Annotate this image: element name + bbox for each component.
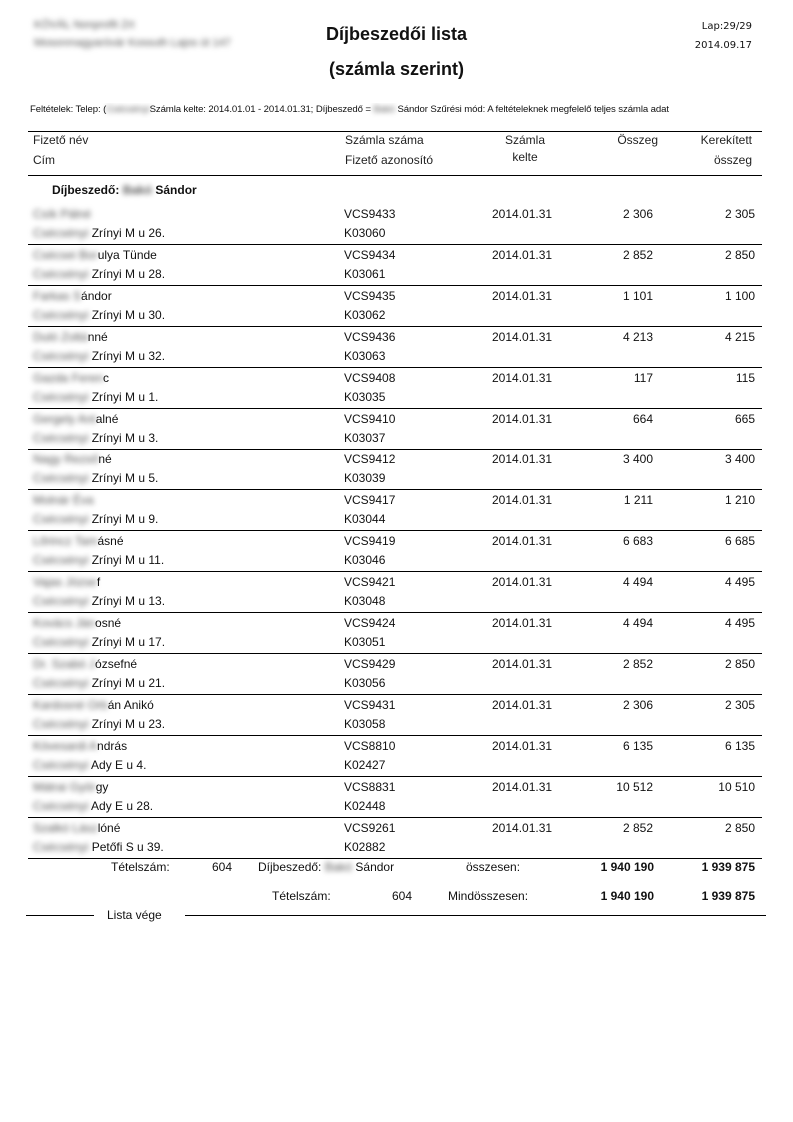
payer-address [33, 635, 165, 649]
invoice-number: VCS9419 [344, 534, 396, 549]
payer-name-visible: ásné [97, 534, 124, 549]
report-title: Díjbeszedői lista [325, 24, 468, 44]
address-redacted: Csécsényi [33, 716, 89, 731]
payer-address [33, 676, 165, 690]
table-row [28, 736, 762, 777]
invoice-number: VCS8831 [344, 779, 396, 794]
address-visible: Zrínyi M u 17. [88, 635, 166, 649]
table-row [28, 204, 762, 245]
payer-id: K03063 [344, 348, 386, 363]
rounded-amount: 1 100 [724, 288, 755, 303]
invoice-date: 2014.01.31 [492, 411, 553, 426]
rounded-amount: 4 215 [724, 329, 755, 344]
address-redacted: Csécsényi [33, 430, 89, 445]
filter-suffix: Sándor Szűrési mód: A feltételeknek megfelelő teljes számla adat [394, 104, 669, 115]
payer-address [33, 717, 165, 731]
payer-name-redacted: Duló Zoltá [33, 329, 88, 344]
address-visible: Ady E u 4. [88, 757, 147, 772]
amount: 2 852 [622, 247, 653, 262]
payer-id: K03039 [344, 471, 386, 486]
invoice-number: VCS9424 [344, 616, 396, 630]
payer-name-visible: ózsefné [95, 656, 138, 671]
address-visible: Zrínyi M u 11. [88, 553, 165, 568]
rounded-amount: 6 135 [724, 738, 755, 753]
address-redacted: Csécsényi [33, 389, 89, 404]
address-visible: Zrínyi M u 1. [88, 389, 159, 404]
payer-name [33, 657, 137, 671]
col-invoice-no: Számla száma [345, 133, 424, 147]
subtotal-count: 604 [211, 860, 232, 874]
payer-name-redacted: Szalkó Lász [33, 820, 98, 835]
payer-name-redacted: Kardosné Orb [33, 697, 108, 712]
table-row [28, 572, 762, 613]
payer-name [33, 371, 109, 385]
amount: 117 [633, 370, 653, 385]
payer-name-redacted: Mátrai Györ [33, 779, 96, 794]
address-visible: Ady E u 28. [88, 798, 154, 813]
invoice-date: 2014.01.31 [492, 697, 553, 712]
payer-id: K03048 [344, 594, 386, 609]
filter-collector: Bakó [373, 104, 395, 115]
address-visible: Zrínyi M u 23. [88, 716, 166, 731]
payer-address [33, 349, 165, 363]
col-rounded-1: Kerekített [700, 133, 752, 147]
payer-name [33, 452, 112, 466]
invoice-date: 2014.01.31 [492, 247, 553, 262]
report-subtitle: (számla szerint) [328, 59, 465, 79]
payer-address [33, 267, 165, 281]
grand-count-label: Tételszám: [272, 889, 331, 903]
filter-conditions [30, 103, 756, 118]
header-bottom-rule [28, 175, 762, 176]
address-redacted: Csécsényi [33, 471, 89, 486]
group-suffix: Sándor [152, 183, 197, 197]
amount: 2 306 [622, 207, 653, 221]
payer-address [33, 512, 158, 526]
table-row [28, 531, 762, 572]
payer-name-visible: alné [95, 411, 119, 426]
rounded-amount: 2 850 [724, 247, 755, 262]
subtotal-sum-label: összesen: [466, 860, 521, 874]
payer-name [33, 698, 154, 712]
end-of-list: Lista vége [107, 908, 162, 922]
payer-name-visible: án Anikó [107, 697, 154, 712]
payer-name [33, 412, 118, 426]
table-row [28, 777, 762, 818]
group-collector-name: Bakó [122, 183, 153, 197]
col-amount: Összeg [617, 133, 658, 147]
payer-id: K03035 [344, 389, 386, 404]
invoice-date: 2014.01.31 [492, 288, 553, 303]
table-row [28, 613, 762, 654]
payer-id: K03061 [344, 266, 386, 281]
address-visible: Zrínyi M u 26. [88, 226, 166, 240]
payer-name [33, 780, 108, 794]
end-rule-right [185, 915, 766, 916]
rounded-amount: 2 850 [724, 656, 755, 671]
address-visible: Zrínyi M u 21. [88, 675, 166, 690]
payer-address [33, 799, 153, 813]
payer-address [33, 431, 158, 445]
address-redacted: Csécsényi [33, 798, 89, 813]
payer-name-visible: osné [95, 616, 122, 630]
payer-address [33, 594, 165, 608]
table-row [28, 327, 762, 368]
payer-id: K02448 [344, 798, 386, 813]
table-row [28, 409, 762, 450]
payer-name-redacted: Csík Pálné [33, 207, 92, 221]
invoice-number: VCS9431 [344, 697, 396, 712]
table-row [28, 245, 762, 286]
invoice-date: 2014.01.31 [492, 207, 553, 221]
payer-name-redacted: Lőrincz Tam [33, 534, 98, 549]
address-visible: Zrínyi M u 5. [88, 471, 159, 486]
col-payer-id: Fizető azonosító [345, 153, 434, 167]
invoice-date: 2014.01.31 [492, 329, 553, 344]
page-number: Lap:29/29 [701, 21, 752, 32]
payer-name-visible: f [96, 575, 101, 590]
rounded-amount: 2 305 [724, 697, 755, 712]
subtotal-collector-prefix: Díjbeszedő: [258, 860, 325, 874]
address-redacted: Csécsényi [33, 348, 89, 363]
rounded-amount: 6 685 [724, 534, 755, 549]
payer-address [33, 553, 164, 567]
invoice-date: 2014.01.31 [492, 452, 553, 467]
invoice-number: VCS9412 [344, 452, 396, 467]
address-visible: Zrínyi M u 28. [88, 266, 166, 281]
group-header [52, 183, 197, 197]
payer-id: K03056 [344, 675, 386, 690]
subtotal-collector-blur: Bakó [324, 860, 353, 874]
address-redacted: Csécsényi [33, 307, 89, 322]
address-redacted: Csécsényi [33, 226, 89, 240]
payer-name [33, 821, 120, 835]
invoice-date: 2014.01.31 [492, 616, 553, 630]
address-redacted: Csécsényi [33, 266, 89, 281]
payer-name-visible: nné [87, 329, 108, 344]
report-date: 2014.09.17 [694, 40, 752, 51]
invoice-number: VCS9436 [344, 329, 396, 344]
table-row [28, 449, 762, 490]
rounded-amount: 665 [734, 411, 755, 426]
amount: 4 213 [622, 329, 653, 344]
invoice-date: 2014.01.31 [492, 370, 553, 385]
payer-id: K03058 [344, 716, 386, 731]
invoice-number: VCS9434 [344, 247, 396, 262]
col-invoice-date-2: kelte [512, 150, 538, 164]
subtotal-collector [258, 860, 394, 874]
payer-name [33, 248, 157, 262]
filter-mid: Számla kelte: 2014.01.01 - 2014.01.31; Díjbeszedő = [149, 104, 374, 115]
address-redacted: Csécsényi [33, 839, 89, 854]
payer-name-redacted: Farkas S [33, 288, 82, 303]
invoice-date: 2014.01.31 [492, 820, 553, 835]
subtotal-rounded: 1 939 875 [701, 860, 755, 874]
payer-id: K02882 [344, 839, 386, 854]
amount: 1 211 [623, 493, 653, 508]
amount: 664 [632, 411, 653, 426]
rounded-amount: 115 [735, 370, 755, 385]
invoice-date: 2014.01.31 [492, 656, 553, 671]
payer-address [33, 308, 165, 322]
address-redacted: Csécsényi [33, 675, 89, 690]
invoice-number: VCS9417 [344, 493, 396, 508]
col-payer-name: Fizető név [33, 133, 89, 147]
col-rounded-2: összeg [713, 153, 752, 167]
payer-name-redacted: Csécsei Bor [33, 247, 98, 262]
rounded-amount: 4 495 [724, 575, 755, 590]
amount: 1 101 [622, 288, 653, 303]
company-name: KÖVÁL Nonprofit Zrt [34, 19, 135, 31]
table-row [28, 818, 762, 859]
payer-name-visible: c [103, 370, 110, 385]
address-visible: Zrínyi M u 3. [88, 430, 159, 445]
payer-name-redacted: Vajas Józse [33, 575, 97, 590]
payer-id: K03044 [344, 512, 386, 527]
address-visible: Zrínyi M u 32. [88, 348, 166, 363]
row-separator [28, 858, 762, 859]
payer-name [33, 616, 121, 630]
address-redacted: Csécsényi [33, 553, 89, 568]
payer-name-visible: ulya Tünde [97, 247, 157, 262]
payer-name-visible: né [98, 452, 112, 467]
address-redacted: Csécsényi [33, 635, 89, 649]
table-row [28, 695, 762, 736]
filter-telep: Csécsényi [106, 104, 150, 115]
col-address: Cím [33, 153, 55, 167]
amount: 4 494 [622, 575, 653, 590]
payer-name-visible: gy [95, 779, 109, 794]
payer-name [33, 575, 100, 589]
amount: 10 512 [616, 779, 653, 794]
payer-address [33, 226, 165, 240]
payer-address [33, 471, 158, 485]
table-row [28, 368, 762, 409]
invoice-number: VCS9435 [344, 288, 396, 303]
rounded-amount: 4 495 [724, 616, 755, 630]
payer-id: K03037 [344, 430, 386, 445]
address-visible: Zrínyi M u 13. [88, 594, 166, 609]
col-invoice-date-1: Számla [504, 133, 545, 147]
filter-prefix: Feltételek: Telep: ( [30, 104, 107, 115]
invoice-number: VCS9408 [344, 370, 396, 385]
payer-name-redacted: Nagy Rezső [33, 452, 99, 467]
address-redacted: Csécsényi [33, 594, 89, 609]
payer-name-redacted: Kovács Ján [33, 616, 96, 630]
invoice-number: VCS8810 [344, 738, 396, 753]
amount: 6 683 [622, 534, 653, 549]
payer-address [33, 390, 158, 404]
payer-name-redacted: Molnár Éva [33, 493, 94, 508]
payer-name-redacted: Dr. Szabó J [33, 656, 96, 671]
rounded-amount: 10 510 [718, 779, 755, 794]
grand-amount: 1 940 190 [600, 889, 654, 903]
payer-id: K02427 [344, 757, 386, 772]
payer-name [33, 493, 94, 507]
company-address: Mosonmagyaróvár Kossuth Lajos út 147 [34, 37, 231, 49]
amount: 2 852 [622, 656, 653, 671]
payer-name [33, 534, 124, 548]
rounded-amount: 2 850 [724, 820, 755, 835]
payer-id: K03051 [344, 635, 386, 649]
invoice-number: VCS9421 [344, 575, 396, 590]
payer-name [33, 207, 91, 221]
table-row [28, 654, 762, 695]
amount: 4 494 [622, 616, 653, 630]
rounded-amount: 2 305 [724, 207, 755, 221]
invoice-date: 2014.01.31 [492, 779, 553, 794]
amount: 3 400 [622, 452, 653, 467]
grand-count: 604 [391, 889, 412, 903]
invoice-number: VCS9410 [344, 411, 396, 426]
end-rule-left [26, 915, 94, 916]
payer-name-redacted: Gergely Ant [33, 411, 96, 426]
invoice-number: VCS9261 [344, 820, 396, 835]
invoice-date: 2014.01.31 [492, 493, 553, 508]
invoice-number: VCS9429 [344, 656, 396, 671]
payer-name [33, 289, 112, 303]
amount: 6 135 [622, 738, 653, 753]
payer-name-visible: ndrás [97, 738, 128, 753]
address-visible: Zrínyi M u 9. [88, 512, 159, 527]
payer-name [33, 739, 127, 753]
subtotal-amount: 1 940 190 [600, 860, 654, 874]
grand-sum-label: Mindösszesen: [448, 889, 529, 903]
payer-id: K03062 [344, 307, 386, 322]
group-prefix: Díjbeszedő: [52, 183, 123, 197]
rounded-amount: 3 400 [724, 452, 755, 467]
invoice-date: 2014.01.31 [492, 534, 553, 549]
address-redacted: Csécsényi [33, 512, 89, 527]
invoice-date: 2014.01.31 [492, 575, 553, 590]
payer-address [33, 758, 146, 772]
table-row [28, 490, 762, 531]
payer-name-visible: ándor [81, 288, 112, 303]
subtotal-count-label: Tételszám: [111, 860, 170, 874]
invoice-date: 2014.01.31 [492, 738, 553, 753]
payer-address [33, 840, 164, 854]
payer-id: K03060 [344, 226, 386, 240]
payer-id: K03046 [344, 553, 386, 568]
subtotal-collector-suffix: Sándor [352, 860, 395, 874]
grand-rounded: 1 939 875 [701, 889, 755, 903]
address-visible: Petőfi S u 39. [88, 839, 164, 854]
header-top-rule [28, 131, 762, 132]
payer-name-visible: lóné [97, 820, 121, 835]
payer-name [33, 330, 108, 344]
table-row [28, 286, 762, 327]
rounded-amount: 1 210 [724, 493, 755, 508]
payer-name-redacted: Gazda Feren [33, 370, 104, 385]
address-visible: Zrínyi M u 30. [88, 307, 166, 322]
payer-name-redacted: Kövesardi A [33, 738, 98, 753]
address-redacted: Csécsényi [33, 757, 89, 772]
amount: 2 852 [622, 820, 653, 835]
invoice-number: VCS9433 [344, 207, 396, 221]
amount: 2 306 [622, 697, 653, 712]
